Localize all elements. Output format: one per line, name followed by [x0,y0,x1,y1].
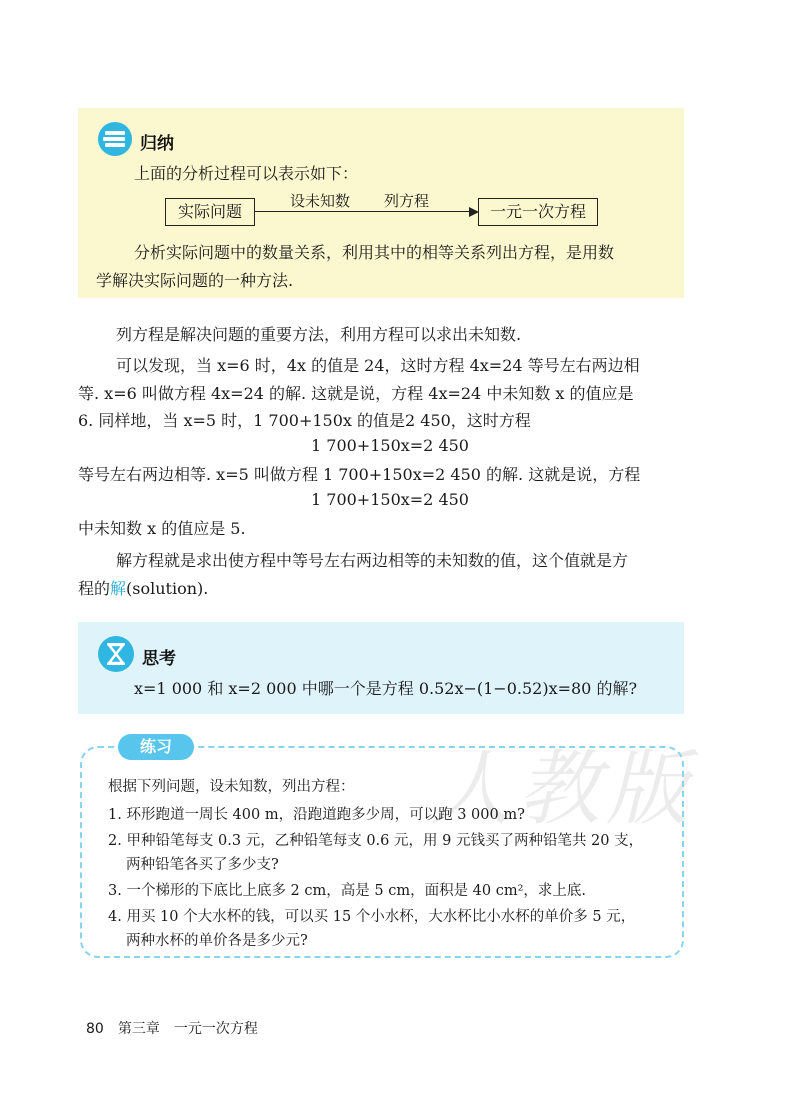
term-prefix: 程的 [78,579,111,598]
body-paragraph-2-line5: 中未知数 x 的值应是 5. [78,519,246,538]
body-paragraph-2-line1: 可以发现，当 x=6 时，4x 的值是 24，这时方程 4x=24 等号左右两边相 [116,356,640,375]
body-paragraph-2-line4: 等号左右两边相等. x=5 叫做方程 1 700+150x=2 450 的解. 这就是说，方程 [78,465,641,484]
hourglass-icon [98,636,134,672]
equation-2: 1 700+150x=2 450 [311,490,469,509]
body-paragraph-3-line1: 解方程就是求出使方程中等号左右两边相等的未知数的值，这个值就是方 [116,551,629,570]
book-stack-icon [98,122,132,156]
flow-arrow-line [255,211,469,212]
practice-item-2-line1: 2. 甲种铅笔每支 0.3 元，乙种铅笔每支 0.6 元，用 9 元钱买了两种铅笔共 20 支， [108,833,644,849]
practice-instruction: 根据下列问题，设未知数，列出方程： [108,779,355,795]
summary-title: 归纳 [140,134,174,154]
equation-1: 1 700+150x=2 450 [311,436,469,455]
page-footer [86,1018,258,1038]
term-solution: 解 [110,579,127,598]
practice-item-2-line2: 两种铅笔各买了多少支? [126,857,279,873]
practice-tab: 练习 [118,734,194,760]
watermark-logo: 人教版 [430,742,694,837]
flow-end-box: 一元一次方程 [478,198,598,226]
summary-intro: 上面的分析过程可以表示如下： [134,164,359,183]
summary-conclusion-line1: 分析实际问题中的数量关系，利用其中的相等关系列出方程，是用数 [134,243,615,262]
body-paragraph-2-line3: 6. 同样地，当 x=5 时，1 700+150x 的值是2 450，这时方程 [78,411,531,430]
think-title: 思考 [142,649,176,669]
body-paragraph-1: 列方程是解决问题的重要方法，利用方程可以求出未知数. [116,325,522,344]
flow-step-2: 列方程 [384,192,430,210]
practice-item-4-line2: 两种水杯的单价各是多少元? [126,933,308,949]
body-paragraph-2-line2: 等. x=6 叫做方程 4x=24 的解. 这就是说，方程 4x=24 中未知数 x 的值应是 [78,384,634,403]
practice-item-4-line1: 4. 用买 10 个大水杯的钱，可以买 15 个小水杯，大水杯比小水杯的单价多 5 元， [108,909,636,925]
practice-item-3: 3. 一个梯形的下底比上底多 2 cm，高是 5 cm，面积是 40 cm²，求上底. [108,883,587,899]
term-suffix: (solution). [126,579,209,598]
flow-step-1: 设未知数 [290,192,351,210]
chapter-title: 第三章 一元一次方程 [117,1021,258,1037]
summary-conclusion-line2: 学解决实际问题的一种方法. [96,271,294,290]
flow-start-box: 实际问题 [165,198,255,226]
practice-item-1: 1. 环形跑道一周长 400 m，沿跑道跑多少周，可以跑 3 000 m? [108,807,525,823]
body-paragraph-3-line2 [78,576,208,602]
think-question: x=1 000 和 x=2 000 中哪一个是方程 0.52x−(1−0.52)x=80 的解? [134,679,638,698]
page-number: 80 [86,1021,104,1037]
